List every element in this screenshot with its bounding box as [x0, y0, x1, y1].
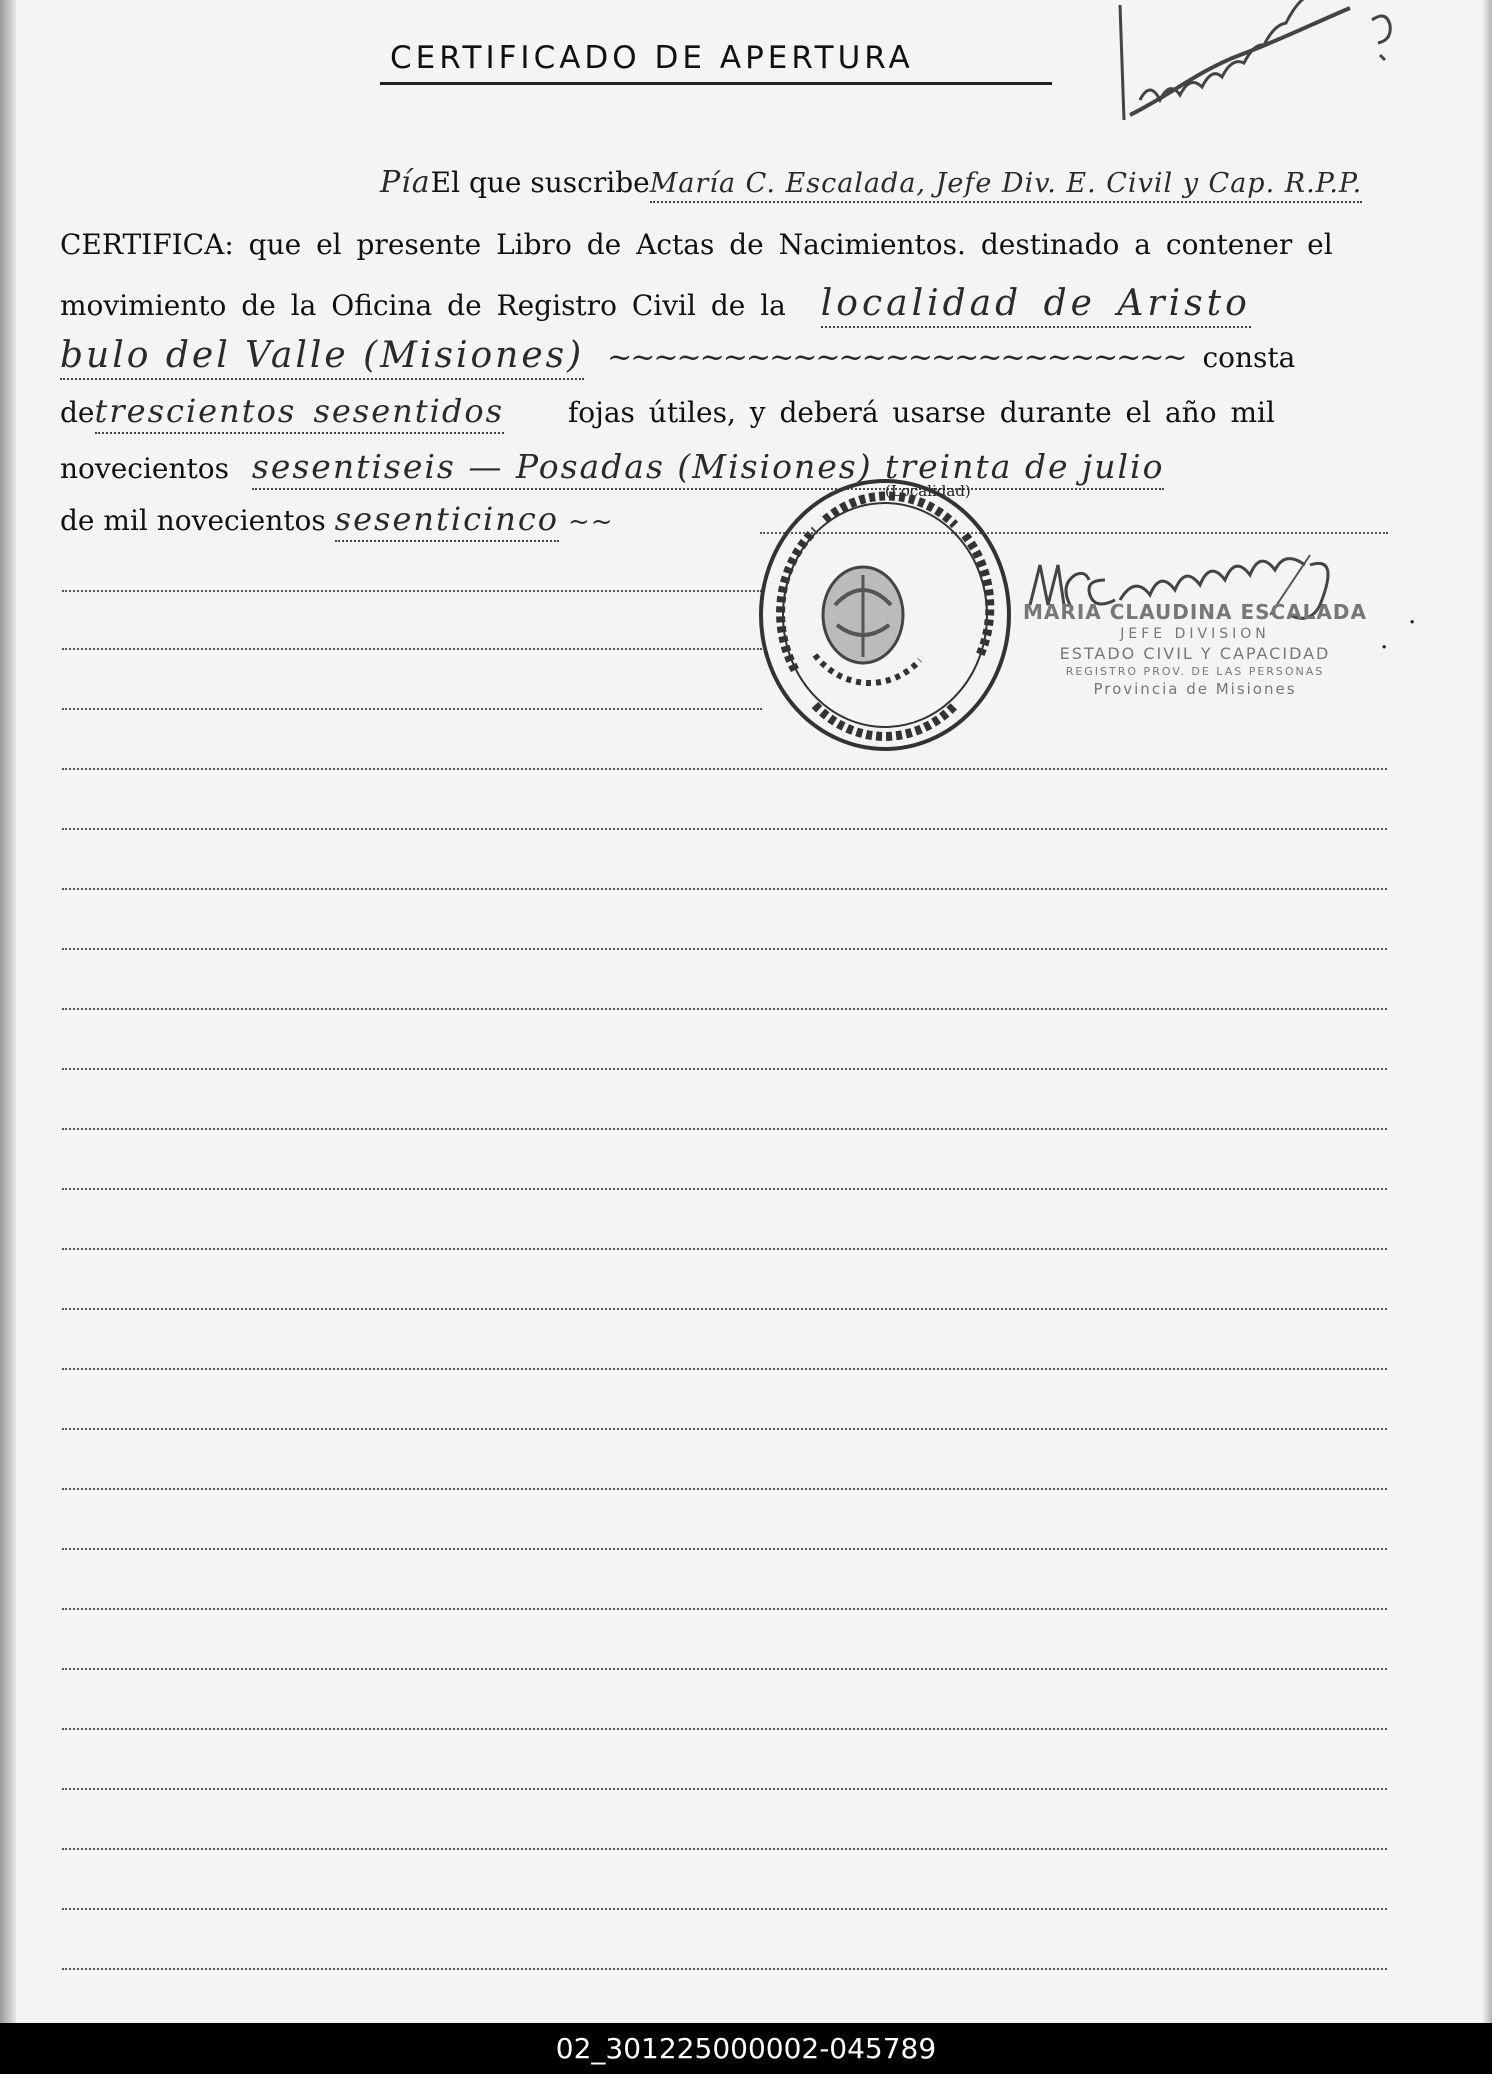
page-binding-edge [0, 0, 16, 2023]
handwritten-year-place-date: sesentiseis — Posadas (Misiones) treinta de julio [252, 447, 1165, 490]
dotted-line [62, 1848, 1387, 1850]
dotted-line [62, 888, 1387, 890]
dotted-line [62, 1248, 1387, 1250]
text-line-2 [60, 228, 1333, 261]
printed-text: El que suscribe [430, 166, 650, 199]
handwritten-filler: ~~ [567, 507, 614, 537]
dotted-line [62, 708, 762, 710]
document-title: CERTIFICADO DE APERTURA [390, 40, 914, 76]
dotted-line [62, 1788, 1387, 1790]
dotted-line [62, 1368, 1387, 1370]
rubber-stamp [1005, 600, 1385, 698]
dotted-line [62, 1968, 1387, 1970]
handwritten-locality: localidad de Aristo [821, 283, 1251, 328]
dotted-line [62, 1728, 1387, 1730]
printed-text: fojas útiles, y deberá usarse durante el año mil [567, 396, 1275, 429]
dotted-line [62, 1488, 1387, 1490]
dotted-line [62, 590, 762, 592]
text-line-1 [380, 165, 1362, 200]
dotted-line [62, 1008, 1387, 1010]
corner-handwritten-note [1110, 0, 1410, 140]
margin-mark: . [1408, 600, 1417, 630]
text-line-4 [60, 335, 1295, 376]
dotted-line [62, 1548, 1387, 1550]
dotted-line [62, 1908, 1387, 1910]
printed-text-start: de [60, 396, 95, 429]
text-line-3 [60, 283, 1251, 324]
handwritten-year: sesenticinco [335, 500, 559, 542]
stamp-name: MARIA CLAUDINA ESCALADA [1023, 600, 1367, 624]
footer-image-id: 02_301225000002-045789 [0, 2023, 1492, 2074]
printed-text: CERTIFICA: que el presente Libro de Actas de Nacimientos. destinado a contener el [60, 228, 1333, 261]
handwritten-prefix: Pía [380, 165, 431, 200]
dotted-line [62, 948, 1387, 950]
stamp-province: Provincia de Misiones [1093, 680, 1297, 698]
dotted-line [62, 1188, 1387, 1190]
printed-text: consta [1202, 341, 1296, 374]
dotted-line [62, 1128, 1387, 1130]
dotted-line [62, 1668, 1387, 1670]
dotted-line [62, 828, 1387, 830]
text-line-5 [60, 392, 1275, 430]
handwritten-locality-cont: bulo del Valle (Misiones) [60, 335, 584, 380]
page-right-edge [1482, 0, 1492, 2023]
title-underline [380, 82, 1052, 85]
dotted-line [62, 1308, 1387, 1310]
localidad-label: (Localidad) [885, 482, 971, 500]
handwritten-filler: ~~~~~~~~~~~~~~~~~~~~~~~~~ [607, 340, 1186, 375]
stamp-registry: REGISTRO PROV. DE LAS PERSONAS [1065, 665, 1325, 678]
margin-mark: . [1380, 625, 1389, 655]
stamp-title: JEFE DIVISION [1120, 626, 1270, 642]
dotted-line [62, 1068, 1387, 1070]
dotted-line [62, 648, 762, 650]
stamp-department: ESTADO CIVIL Y CAPACIDAD [1059, 644, 1331, 663]
printed-text: de mil novecientos [60, 504, 326, 537]
dotted-line [62, 1428, 1387, 1430]
printed-text: novecientos [60, 452, 229, 485]
dotted-line [62, 1608, 1387, 1610]
printed-text: movimiento de la Oficina de Registro Civil de la [60, 289, 786, 322]
official-seal [755, 475, 1015, 755]
handwritten-page-count: trescientos sesentidos [95, 392, 505, 434]
handwritten-name: María C. Escalada, Jefe Div. E. Civil y Cap. R.P.P. [650, 168, 1363, 203]
dotted-line [62, 768, 1387, 770]
text-line-7 [60, 500, 614, 538]
